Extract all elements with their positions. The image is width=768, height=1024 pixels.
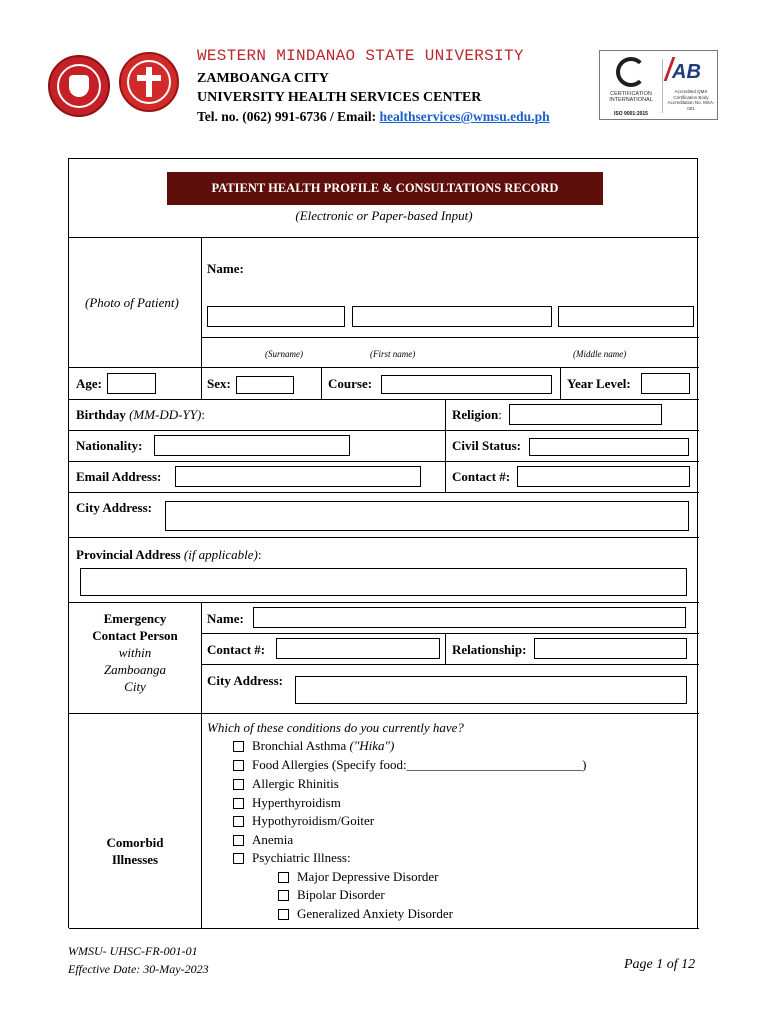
divider <box>201 367 202 399</box>
emergency-contact-label: Contact #: <box>207 642 266 657</box>
checkbox[interactable] <box>278 872 289 883</box>
checkbox[interactable] <box>233 816 244 827</box>
year-level-input[interactable] <box>641 373 690 394</box>
condition-label: Hyperthyroidism <box>252 795 341 810</box>
university-name: WESTERN MINDANAO STATE UNIVERSITY <box>197 47 524 65</box>
divider <box>69 492 699 493</box>
checkbox[interactable] <box>233 798 244 809</box>
wmsu-seal-logo <box>48 55 110 117</box>
age-label: Age: <box>76 376 102 391</box>
sex-input[interactable] <box>236 376 294 394</box>
checkbox[interactable] <box>233 835 244 846</box>
age-input[interactable] <box>107 373 156 394</box>
subtype-label: Bipolar Disorder <box>297 887 385 902</box>
header-contact <box>197 109 550 125</box>
name-label: Name: <box>207 261 244 276</box>
emergency-sub-2: Zamboanga <box>103 662 167 677</box>
divider <box>69 602 699 603</box>
relationship-input[interactable] <box>534 638 687 659</box>
emergency-name-input[interactable] <box>253 607 686 628</box>
provincial-address-label <box>76 547 262 563</box>
divider <box>201 237 202 367</box>
divider <box>560 367 561 399</box>
condition-label: Psychiatric Illness: <box>252 850 351 865</box>
year-level-label: Year Level: <box>567 376 631 391</box>
uhsc-cross-bar <box>137 75 161 81</box>
relationship-label: Relationship: <box>452 642 527 657</box>
uhsc-cross-icon <box>146 67 152 97</box>
ab-mark: AB <box>672 61 701 83</box>
divider <box>69 367 699 368</box>
contact-label: Contact #: <box>452 469 511 484</box>
civil-status-label: Civil Status: <box>452 438 521 453</box>
comorbid-title-2: Illnesses <box>111 852 159 867</box>
religion-label-text: Religion <box>452 407 499 422</box>
sex-label: Sex: <box>207 376 231 391</box>
comorbid-question: Which of these conditions do you currently have? <box>207 720 464 735</box>
birthday-label <box>76 407 205 423</box>
divider <box>445 399 446 492</box>
condition-label: Hypothyroidism/Goiter <box>252 813 375 828</box>
emergency-contact-heading <box>69 610 201 695</box>
divider <box>69 713 699 714</box>
divider <box>201 337 699 338</box>
divider <box>69 537 699 538</box>
condition-label: Food Allergies (Specify food:___________________________) <box>252 757 587 772</box>
comorbid-title-1: Comorbid <box>106 835 164 850</box>
checkbox[interactable] <box>233 760 244 771</box>
condition-food-allergies[interactable] <box>233 757 587 773</box>
checkbox[interactable] <box>233 853 244 864</box>
divider <box>201 602 202 929</box>
form-subtitle: (Electronic or Paper-based Input) <box>295 208 473 223</box>
first-name-input[interactable] <box>352 306 552 327</box>
divider <box>69 430 699 431</box>
certification-logo <box>599 50 718 120</box>
colon: : <box>257 547 262 562</box>
emergency-name-label: Name: <box>207 611 244 626</box>
provincial-address-input[interactable] <box>80 568 687 596</box>
header-center: UNIVERSITY HEALTH SERVICES CENTER <box>197 90 482 105</box>
checkbox[interactable] <box>278 890 289 901</box>
surname-hint: (Surname) <box>265 349 303 359</box>
colon: : <box>498 407 502 422</box>
provincial-note: (if applicable) <box>183 547 258 562</box>
nationality-label: Nationality: <box>76 438 143 453</box>
condition-psychiatric-illness[interactable] <box>233 850 351 866</box>
divider <box>69 399 699 400</box>
form-code: WMSU- UHSC-FR-001-01 <box>68 944 198 958</box>
condition-label: Anemia <box>252 832 294 847</box>
page-number: Page 1 of 12 <box>624 957 696 972</box>
subtype-label: Generalized Anxiety Disorder <box>297 906 453 921</box>
iso-standard: ISO 9001:2015 <box>614 111 648 117</box>
condition-anemia[interactable] <box>233 832 293 848</box>
emergency-sub-3: City <box>124 679 146 694</box>
condition-hyperthyroidism[interactable] <box>233 795 341 811</box>
contact-text: Tel. no. (062) 991-6736 / Email: <box>197 109 380 124</box>
condition-allergic-rhinitis[interactable] <box>233 776 339 792</box>
civil-status-input[interactable] <box>529 438 689 456</box>
contact-input[interactable] <box>517 466 690 487</box>
birthday-format: (MM-DD-YY) <box>129 407 202 422</box>
condition-note: ("Hika") <box>349 738 395 753</box>
photo-placeholder: (Photo of Patient) <box>85 295 179 310</box>
email-input[interactable] <box>175 466 421 487</box>
emergency-title-2: Contact Person <box>92 628 178 643</box>
condition-label: Allergic Rhinitis <box>252 776 339 791</box>
divider <box>69 461 699 462</box>
course-input[interactable] <box>381 375 552 394</box>
middle-name-input[interactable] <box>558 306 694 327</box>
religion-input[interactable] <box>509 404 662 425</box>
nationality-input[interactable] <box>154 435 350 456</box>
effective-date: Effective Date: 30-May-2023 <box>68 962 209 976</box>
divider <box>201 664 699 665</box>
course-label: Course: <box>328 376 373 391</box>
subtype-generalized-anxiety[interactable] <box>278 906 453 922</box>
religion-label <box>452 407 502 423</box>
emergency-city-address-input[interactable] <box>295 676 687 704</box>
cert-divider <box>662 59 663 113</box>
divider <box>69 928 699 929</box>
checkbox[interactable] <box>233 741 244 752</box>
subtype-label: Major Depressive Disorder <box>297 869 439 884</box>
first-name-hint: (First name) <box>370 349 416 359</box>
subtype-major-depressive[interactable] <box>278 869 439 885</box>
emergency-sub-1: within <box>118 645 152 660</box>
wmsu-seal-shield <box>69 75 89 97</box>
email-label: Email Address: <box>76 469 162 484</box>
subtype-bipolar[interactable] <box>278 887 385 903</box>
header-city: ZAMBOANGA CITY <box>197 71 329 86</box>
divider <box>69 237 699 238</box>
surname-input[interactable] <box>207 306 345 327</box>
emergency-contact-input[interactable] <box>276 638 440 659</box>
checkbox[interactable] <box>278 909 289 920</box>
provincial-label-text: Provincial Address <box>76 547 181 562</box>
colon: : <box>201 407 205 422</box>
condition-bronchial-asthma[interactable] <box>233 738 394 754</box>
certification-ring-icon <box>616 57 646 87</box>
city-address-label: City Address: <box>76 500 152 515</box>
divider <box>201 633 699 634</box>
checkbox[interactable] <box>233 779 244 790</box>
divider <box>321 367 322 399</box>
comorbid-heading <box>69 834 201 868</box>
emergency-title-1: Emergency <box>103 611 167 626</box>
middle-name-hint: (Middle name) <box>573 349 627 359</box>
city-address-input[interactable] <box>165 501 689 531</box>
form-title: PATIENT HEALTH PROFILE & CONSULTATIONS RECORD <box>167 172 603 205</box>
email-link[interactable]: healthservices@wmsu.edu.ph <box>379 109 550 124</box>
certification-text: CERTIFICATION INTERNATIONAL <box>609 91 653 103</box>
birthday-label-text: Birthday <box>76 407 126 422</box>
patient-health-form <box>68 158 698 928</box>
condition-hypothyroidism[interactable] <box>233 813 374 829</box>
uhsc-seal-logo <box>119 52 179 112</box>
ab-accreditation-text: Accredited QMS Certification Body Accreditation No. MSA-001 <box>667 89 715 111</box>
divider <box>445 633 446 664</box>
condition-label: Bronchial Asthma <box>252 738 347 753</box>
emergency-city-address-label: City Address: <box>207 673 283 688</box>
